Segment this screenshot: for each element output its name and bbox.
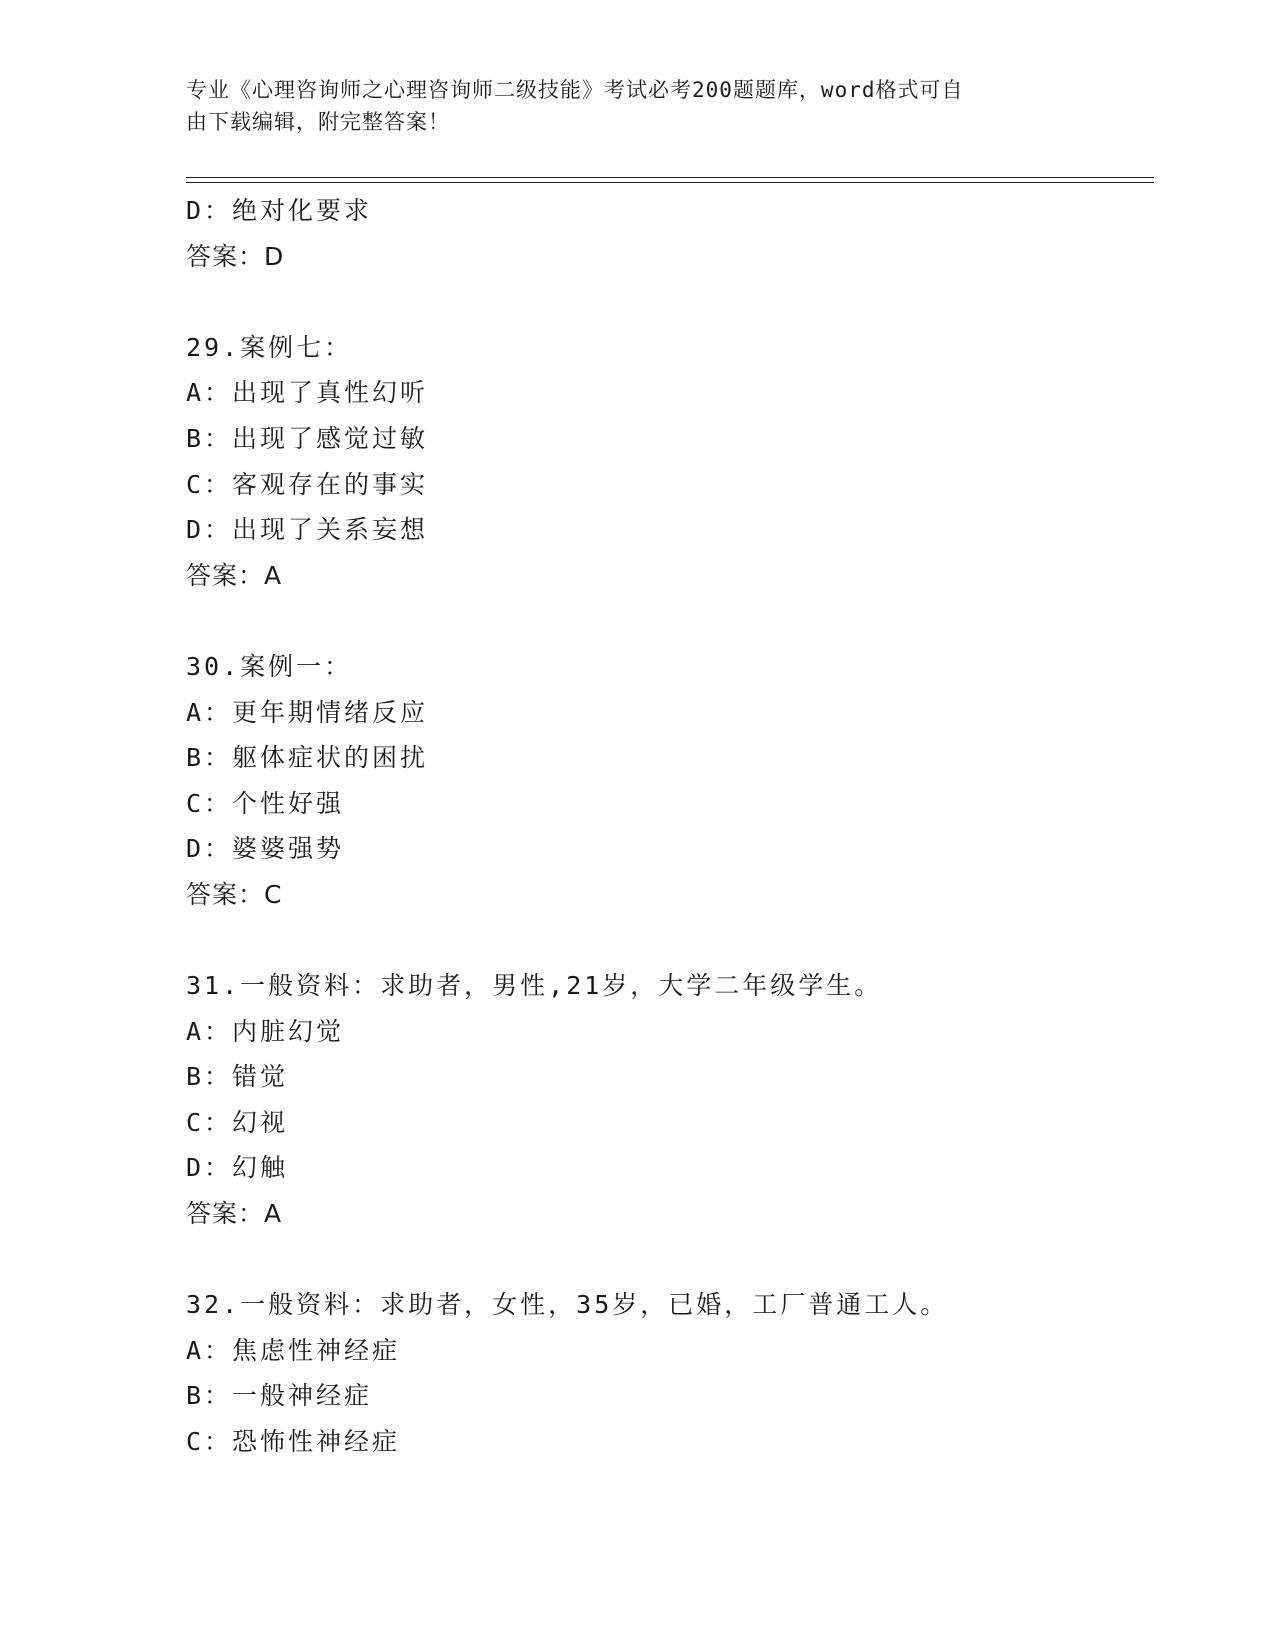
question-list bbox=[186, 188, 1166, 1465]
question-28 bbox=[186, 188, 1166, 279]
spacer bbox=[186, 279, 1166, 325]
option-d: D：绝对化要求 bbox=[186, 196, 373, 225]
option-c: C：恐怖性神经症 bbox=[186, 1427, 401, 1457]
header-divider-top bbox=[186, 177, 1154, 178]
spacer bbox=[186, 918, 1166, 964]
question-text: 29.案例七： bbox=[186, 332, 353, 362]
option-b: B：出现了感觉过敏 bbox=[186, 423, 429, 453]
question-30 bbox=[186, 644, 1166, 918]
option-b: B：一般神经症 bbox=[186, 1381, 373, 1411]
option-a: A：出现了真性幻听 bbox=[186, 378, 429, 408]
spacer bbox=[186, 1237, 1166, 1283]
question-text: 30.案例一： bbox=[186, 651, 353, 681]
option-d: D：幻触 bbox=[186, 1153, 289, 1183]
answer: 答案：A bbox=[186, 1199, 283, 1229]
option-a: A：内脏幻觉 bbox=[186, 1016, 345, 1046]
option-b: B：躯体症状的困扰 bbox=[186, 743, 429, 773]
document-header bbox=[186, 74, 1066, 138]
header-line-1: 专业《心理咨询师之心理咨询师二级技能》考试必考200题题库，word格式可自 bbox=[186, 78, 964, 102]
option-a: A：焦虑性神经症 bbox=[186, 1335, 401, 1365]
option-c: C：客观存在的事实 bbox=[186, 469, 429, 499]
option-c: C：个性好强 bbox=[186, 788, 345, 818]
spacer bbox=[186, 598, 1166, 644]
question-text: 31.一般资料：求助者，男性,21岁，大学二年级学生。 bbox=[186, 971, 883, 1001]
option-c: C：幻视 bbox=[186, 1107, 289, 1137]
option-d: D：出现了关系妄想 bbox=[186, 515, 429, 545]
answer: 答案：C bbox=[186, 879, 283, 909]
answer: 答案：A bbox=[186, 560, 283, 590]
header-line-2: 由下载编辑，附完整答案！ bbox=[186, 110, 450, 134]
option-d: D：婆婆强势 bbox=[186, 834, 345, 864]
option-b: B：错觉 bbox=[186, 1062, 289, 1092]
option-a: A：更年期情绪反应 bbox=[186, 697, 429, 727]
header-divider-bottom bbox=[186, 182, 1154, 183]
answer: 答案：D bbox=[186, 241, 285, 271]
question-31 bbox=[186, 963, 1166, 1237]
question-32 bbox=[186, 1282, 1166, 1464]
question-text: 32.一般资料：求助者，女性，35岁，已婚，工厂普通工人。 bbox=[186, 1290, 949, 1320]
question-29 bbox=[186, 325, 1166, 599]
